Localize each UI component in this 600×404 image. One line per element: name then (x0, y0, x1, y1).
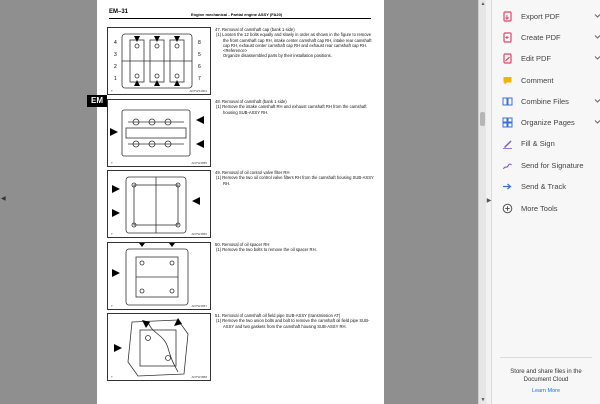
pdf-page (91, 0, 384, 404)
tool-export-pdf[interactable] (502, 9, 560, 23)
step-title: 50. Removal of oil spacer RH (215, 242, 270, 247)
tool-organize-pages[interactable] (502, 115, 575, 129)
comment-icon (502, 75, 513, 86)
figure-ref: ADTW1857 (191, 304, 207, 308)
export-pdf-icon (502, 11, 513, 22)
figure-side-label: T (111, 232, 113, 236)
tool-fill-sign[interactable] (502, 136, 555, 150)
chevron-down-icon[interactable] (594, 118, 600, 125)
step-title: 47. Removal of camshaft cap (bank 1 side) (215, 27, 295, 32)
tools-divider (500, 357, 592, 358)
tool-comment[interactable] (502, 73, 554, 87)
figure-step-47 (107, 27, 211, 95)
chevron-down-icon[interactable] (594, 97, 600, 104)
figure-step-49 (107, 170, 211, 238)
figure-ref: ADTW1858 (191, 375, 207, 379)
callout-label: 2 (114, 64, 117, 70)
figure-step-50 (107, 242, 211, 310)
send-signature-icon (502, 160, 513, 171)
section-tab: EM (87, 95, 107, 107)
more-tools-icon (502, 203, 513, 214)
send-track-icon (502, 181, 513, 192)
callout-label: 7 (198, 76, 201, 82)
step-reference-label: <Reference> (223, 48, 248, 54)
figure-ref: ADTW1856 (191, 232, 207, 236)
tool-combine-files[interactable] (502, 94, 569, 108)
tool-label: Send & Track (521, 181, 567, 191)
tool-label: Combine Files (521, 96, 569, 106)
step-title: 49. Removal of oil control valve filter RH (215, 170, 290, 175)
create-pdf-icon (502, 32, 513, 43)
tool-edit-pdf[interactable] (502, 51, 551, 65)
step-48 (215, 99, 375, 115)
step-substep: (1) Remove the two union bolts and bolt to remove the camshaft oil field pipe SUB-ASSY and two gaskets from the camshaft housing SUB-ASSY RH. (216, 318, 370, 329)
figure-step-48 (107, 99, 211, 167)
figure-side-label: T (111, 89, 113, 93)
edit-pdf-icon (502, 53, 513, 64)
scroll-up-arrow-icon[interactable]: ▲ (480, 1, 486, 7)
callout-label: 4 (114, 40, 117, 46)
figure-side-label: T (111, 161, 113, 165)
chevron-down-icon[interactable] (594, 12, 600, 19)
document-cloud-promo: Store and share files in the Document Cloud (510, 369, 582, 383)
tools-pane (492, 0, 600, 404)
step-substep: (1) Remove the two bolts to remove the oil spacer RH. (216, 247, 317, 253)
step-50 (215, 242, 375, 253)
learn-more-link[interactable]: Learn More (531, 388, 561, 394)
tool-label: Export PDF (521, 11, 560, 21)
scrollbar-thumb[interactable] (480, 112, 485, 126)
chevron-down-icon[interactable] (594, 33, 600, 40)
step-51 (215, 313, 375, 329)
tool-create-pdf[interactable] (502, 30, 561, 44)
callout-label: 1 (114, 76, 117, 82)
step-substep: (1) Loosen the 12 bolts equally and slowly in order as shown in the figure to remove the front camshaft cap RH, intake center camshaft cap RH, intake rear camshaft cap RH, exhaust center camshaft cap RH and exhaust rear camshaft cap RH. (216, 32, 372, 48)
tool-label: Fill & Sign (521, 138, 555, 148)
chevron-down-icon[interactable] (594, 54, 600, 61)
step-substep: (1) Remove the intake camshaft RH and exhaust camshaft RH from the camshaft housing SUB-ASSY RH. (216, 104, 367, 115)
callout-label: 8 (198, 40, 201, 46)
step-title: 48. Removal of camshaft (bank 1 side) (215, 99, 287, 104)
tool-more-tools[interactable] (502, 201, 558, 215)
combine-files-icon (502, 96, 513, 107)
organize-pages-icon (502, 117, 513, 128)
tool-label: More Tools (521, 203, 558, 213)
fill-sign-icon (502, 138, 513, 149)
tool-label: Comment (521, 75, 554, 85)
header-divider (109, 18, 371, 19)
figure-ref: ADTW1855 (191, 161, 207, 165)
tool-label: Send for Signature (521, 160, 584, 170)
callout-label: 6 (198, 64, 201, 70)
step-49 (215, 170, 375, 186)
step-substep: (1) Remove the two oil control valve filters RH from the camshaft housing SUB-ASSY RH. (216, 175, 374, 186)
callout-label: 5 (198, 52, 201, 58)
collapse-arrow-icon[interactable]: ▶ (486, 198, 492, 204)
tool-send-track[interactable] (502, 179, 566, 193)
step-47 (215, 27, 375, 59)
figure-ref: ADTWS1801 (189, 89, 207, 93)
step-title: 51. Removal of camshaft oil field pipe SUB-ASSY (transmission AT) (215, 313, 341, 318)
scroll-left-arrow-icon[interactable]: ◀ (1, 196, 6, 202)
vertical-scrollbar[interactable] (478, 0, 486, 404)
figure-side-label: T (111, 375, 113, 379)
page-header-code: EM–31 (109, 9, 129, 15)
tool-label: Edit PDF (521, 53, 552, 63)
scroll-down-arrow-icon[interactable]: ▼ (480, 397, 486, 403)
tool-send-signature[interactable] (502, 158, 584, 172)
figure-step-51 (107, 313, 211, 381)
step-reference-text: Organize disassembled parts by their installation positions. (223, 53, 332, 59)
tool-label: Organize Pages (521, 117, 575, 127)
figure-side-label: T (111, 304, 113, 308)
tool-label: Create PDF (521, 32, 561, 42)
callout-label: 3 (114, 52, 117, 58)
page-header-title: Engine mechanical - Partial engine ASSY (FA20) (191, 12, 283, 17)
